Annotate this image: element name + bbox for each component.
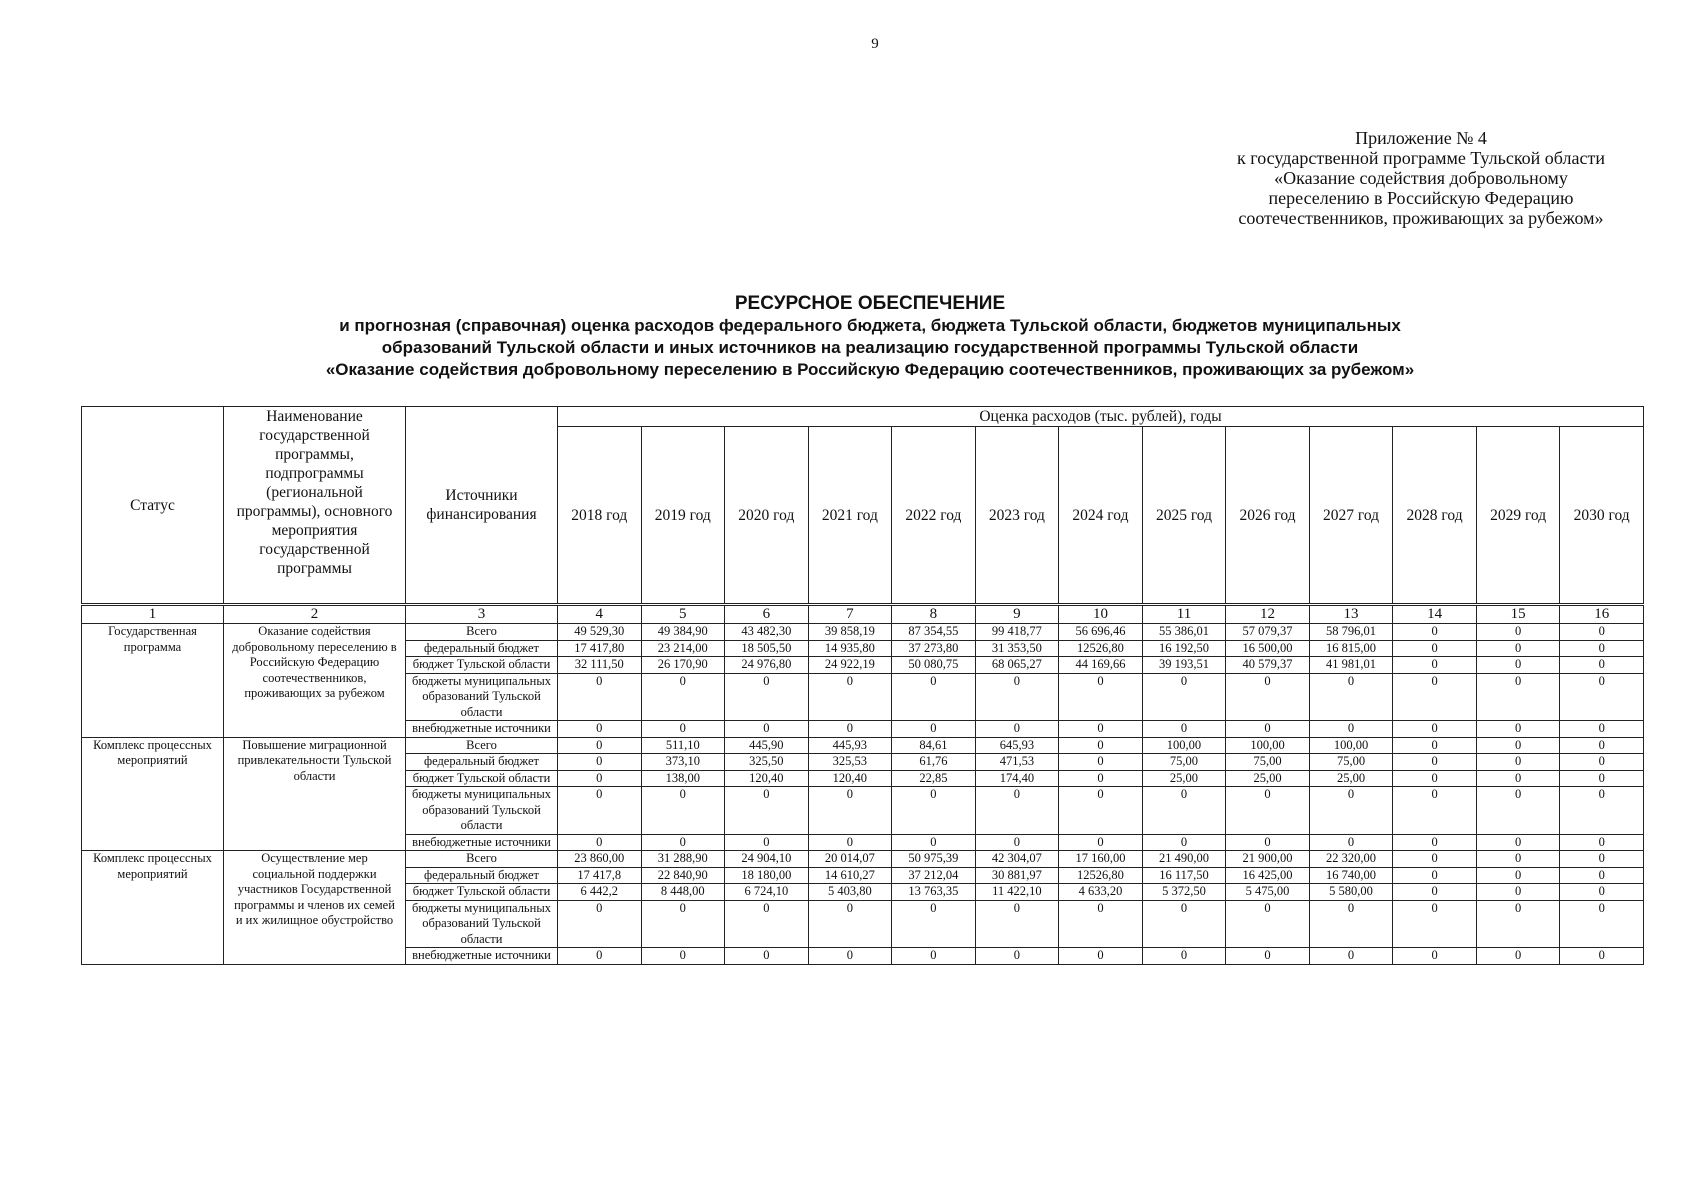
value-cell: 0 bbox=[1560, 834, 1644, 851]
funding-source-cell: внебюджетные источники bbox=[406, 721, 558, 738]
value-cell: 0 bbox=[1560, 721, 1644, 738]
table-row bbox=[82, 851, 1644, 868]
value-cell: 57 079,37 bbox=[1226, 624, 1310, 641]
funding-source-cell: Всего bbox=[406, 851, 558, 868]
value-cell: 0 bbox=[1393, 737, 1477, 754]
value-cell: 0 bbox=[1309, 787, 1393, 835]
value-cell: 37 212,04 bbox=[892, 867, 976, 884]
value-cell: 75,00 bbox=[1226, 754, 1310, 771]
value-cell: 18 180,00 bbox=[725, 867, 809, 884]
value-cell: 0 bbox=[1393, 851, 1477, 868]
value-cell: 0 bbox=[1560, 754, 1644, 771]
value-cell: 0 bbox=[1059, 737, 1143, 754]
value-cell: 445,90 bbox=[725, 737, 809, 754]
value-cell: 0 bbox=[1059, 770, 1143, 787]
value-cell: 39 193,51 bbox=[1142, 657, 1226, 674]
value-cell: 0 bbox=[1142, 948, 1226, 965]
value-cell: 100,00 bbox=[1226, 737, 1310, 754]
title-line: «Оказание содействия добровольному переселению в Российскую Федерацию соотечественников, проживающих за рубежом» bbox=[325, 360, 1415, 379]
status-cell: Комплекс процессных мероприятий bbox=[82, 851, 224, 965]
value-cell: 0 bbox=[1476, 948, 1560, 965]
value-cell: 24 976,80 bbox=[725, 657, 809, 674]
value-cell: 0 bbox=[725, 787, 809, 835]
value-cell: 0 bbox=[892, 834, 976, 851]
value-cell: 23 860,00 bbox=[558, 851, 642, 868]
funding-source-cell: федеральный бюджет bbox=[406, 640, 558, 657]
value-cell: 0 bbox=[975, 948, 1059, 965]
program-name-cell: Повышение миграционной привлекательности Тульской области bbox=[224, 737, 406, 851]
value-cell: 21 490,00 bbox=[1142, 851, 1226, 868]
value-cell: 0 bbox=[1560, 851, 1644, 868]
value-cell: 21 900,00 bbox=[1226, 851, 1310, 868]
year-header: 2018 год bbox=[558, 427, 642, 605]
value-cell: 471,53 bbox=[975, 754, 1059, 771]
value-cell: 0 bbox=[1059, 900, 1143, 948]
value-cell: 0 bbox=[1226, 721, 1310, 738]
column-number: 6 bbox=[725, 605, 809, 624]
value-cell: 0 bbox=[892, 948, 976, 965]
year-header: 2029 год bbox=[1476, 427, 1560, 605]
value-cell: 24 922,19 bbox=[808, 657, 892, 674]
value-cell: 325,53 bbox=[808, 754, 892, 771]
value-cell: 44 169,66 bbox=[1059, 657, 1143, 674]
value-cell: 0 bbox=[1226, 673, 1310, 721]
value-cell: 0 bbox=[1476, 624, 1560, 641]
value-cell: 120,40 bbox=[808, 770, 892, 787]
funding-source-cell: Всего bbox=[406, 624, 558, 641]
value-cell: 50 080,75 bbox=[892, 657, 976, 674]
value-cell: 0 bbox=[558, 834, 642, 851]
value-cell: 25,00 bbox=[1142, 770, 1226, 787]
appendix-line: «Оказание содействия добровольному bbox=[1274, 168, 1568, 188]
value-cell: 30 881,97 bbox=[975, 867, 1059, 884]
value-cell: 0 bbox=[1142, 834, 1226, 851]
value-cell: 0 bbox=[1226, 900, 1310, 948]
value-cell: 75,00 bbox=[1309, 754, 1393, 771]
value-cell: 49 384,90 bbox=[641, 624, 725, 641]
value-cell: 0 bbox=[1059, 948, 1143, 965]
value-cell: 0 bbox=[1142, 721, 1226, 738]
value-cell: 0 bbox=[1059, 673, 1143, 721]
page-number: 9 bbox=[871, 36, 879, 52]
value-cell: 23 214,00 bbox=[641, 640, 725, 657]
program-name-cell: Оказание содействия добровольному переселению в Российскую Федерацию соотечественников, проживающих за рубежом bbox=[224, 624, 406, 738]
value-cell: 0 bbox=[1393, 884, 1477, 901]
value-cell: 0 bbox=[1476, 867, 1560, 884]
value-cell: 0 bbox=[1560, 884, 1644, 901]
year-header: 2024 год bbox=[1059, 427, 1143, 605]
value-cell: 24 904,10 bbox=[725, 851, 809, 868]
value-cell: 11 422,10 bbox=[975, 884, 1059, 901]
value-cell: 0 bbox=[558, 948, 642, 965]
value-cell: 26 170,90 bbox=[641, 657, 725, 674]
value-cell: 0 bbox=[1476, 640, 1560, 657]
column-number: 12 bbox=[1226, 605, 1310, 624]
value-cell: 0 bbox=[725, 900, 809, 948]
column-number: 1 bbox=[82, 605, 224, 624]
year-header: 2030 год bbox=[1560, 427, 1644, 605]
value-cell: 0 bbox=[558, 787, 642, 835]
value-cell: 87 354,55 bbox=[892, 624, 976, 641]
value-cell: 0 bbox=[1560, 640, 1644, 657]
value-cell: 5 475,00 bbox=[1226, 884, 1310, 901]
value-cell: 0 bbox=[1393, 867, 1477, 884]
value-cell: 17 417,8 bbox=[558, 867, 642, 884]
value-cell: 0 bbox=[808, 721, 892, 738]
year-header: 2020 год bbox=[725, 427, 809, 605]
status-cell: Государственная программа bbox=[82, 624, 224, 738]
column-number: 4 bbox=[558, 605, 642, 624]
value-cell: 49 529,30 bbox=[558, 624, 642, 641]
header-name: Наименование государственной программы, подпрограммы (региональной программы), основного мероприятия государственной программы bbox=[224, 407, 406, 605]
value-cell: 0 bbox=[725, 948, 809, 965]
value-cell: 0 bbox=[641, 673, 725, 721]
appendix-line: к государственной программе Тульской области bbox=[1237, 148, 1605, 168]
title-main: РЕСУРСНОЕ ОБЕСПЕЧЕНИЕ bbox=[734, 293, 1006, 314]
value-cell: 17 160,00 bbox=[1059, 851, 1143, 868]
value-cell: 0 bbox=[808, 900, 892, 948]
value-cell: 16 117,50 bbox=[1142, 867, 1226, 884]
value-cell: 0 bbox=[1393, 787, 1477, 835]
value-cell: 0 bbox=[1476, 851, 1560, 868]
value-cell: 0 bbox=[1059, 754, 1143, 771]
title-line: образований Тульской области и иных источников на реализацию государственной программы Тульской области bbox=[381, 338, 1359, 357]
column-number: 2 bbox=[224, 605, 406, 624]
value-cell: 0 bbox=[558, 770, 642, 787]
value-cell: 58 796,01 bbox=[1309, 624, 1393, 641]
value-cell: 41 981,01 bbox=[1309, 657, 1393, 674]
value-cell: 16 425,00 bbox=[1226, 867, 1310, 884]
value-cell: 99 418,77 bbox=[975, 624, 1059, 641]
value-cell: 0 bbox=[892, 787, 976, 835]
appendix-line: Приложение № 4 bbox=[1355, 128, 1487, 148]
value-cell: 0 bbox=[1393, 754, 1477, 771]
value-cell: 0 bbox=[975, 721, 1059, 738]
value-cell: 6 442,2 bbox=[558, 884, 642, 901]
header-row bbox=[82, 407, 1644, 427]
value-cell: 6 724,10 bbox=[725, 884, 809, 901]
year-header: 2026 год bbox=[1226, 427, 1310, 605]
value-cell: 0 bbox=[558, 673, 642, 721]
column-number: 3 bbox=[406, 605, 558, 624]
title-line: и прогнозная (справочная) оценка расходов федерального бюджета, бюджета Тульской области, бюджетов муниципальных bbox=[339, 316, 1401, 335]
funding-source-cell: федеральный бюджет bbox=[406, 867, 558, 884]
value-cell: 16 815,00 bbox=[1309, 640, 1393, 657]
funding-source-cell: бюджеты муниципальных образований Тульской области bbox=[406, 673, 558, 721]
value-cell: 16 500,00 bbox=[1226, 640, 1310, 657]
value-cell: 373,10 bbox=[641, 754, 725, 771]
value-cell: 0 bbox=[1476, 770, 1560, 787]
value-cell: 25,00 bbox=[1309, 770, 1393, 787]
value-cell: 0 bbox=[1226, 787, 1310, 835]
value-cell: 100,00 bbox=[1309, 737, 1393, 754]
value-cell: 0 bbox=[725, 673, 809, 721]
value-cell: 0 bbox=[1560, 737, 1644, 754]
value-cell: 0 bbox=[1476, 900, 1560, 948]
value-cell: 13 763,35 bbox=[892, 884, 976, 901]
column-number: 7 bbox=[808, 605, 892, 624]
value-cell: 0 bbox=[1142, 900, 1226, 948]
funding-source-cell: бюджет Тульской области bbox=[406, 884, 558, 901]
header-status: Статус bbox=[82, 407, 224, 605]
value-cell: 0 bbox=[892, 721, 976, 738]
value-cell: 0 bbox=[1476, 884, 1560, 901]
value-cell: 0 bbox=[1476, 721, 1560, 738]
value-cell: 0 bbox=[558, 737, 642, 754]
year-header: 2025 год bbox=[1142, 427, 1226, 605]
header-source: Источники финансирования bbox=[406, 407, 558, 605]
value-cell: 12526,80 bbox=[1059, 867, 1143, 884]
value-cell: 40 579,37 bbox=[1226, 657, 1310, 674]
value-cell: 0 bbox=[641, 834, 725, 851]
table-row bbox=[82, 737, 1644, 754]
value-cell: 39 858,19 bbox=[808, 624, 892, 641]
value-cell: 511,10 bbox=[641, 737, 725, 754]
value-cell: 5 372,50 bbox=[1142, 884, 1226, 901]
value-cell: 0 bbox=[1142, 787, 1226, 835]
funding-source-cell: бюджет Тульской области bbox=[406, 770, 558, 787]
header-estimate: Оценка расходов (тыс. рублей), годы bbox=[558, 407, 1644, 427]
value-cell: 84,61 bbox=[892, 737, 976, 754]
year-header: 2023 год bbox=[975, 427, 1059, 605]
value-cell: 61,76 bbox=[892, 754, 976, 771]
column-number: 13 bbox=[1309, 605, 1393, 624]
value-cell: 37 273,80 bbox=[892, 640, 976, 657]
value-cell: 0 bbox=[1393, 948, 1477, 965]
value-cell: 32 111,50 bbox=[558, 657, 642, 674]
value-cell: 0 bbox=[558, 754, 642, 771]
value-cell: 0 bbox=[1059, 834, 1143, 851]
funding-source-cell: федеральный бюджет bbox=[406, 754, 558, 771]
value-cell: 0 bbox=[1476, 787, 1560, 835]
value-cell: 0 bbox=[1476, 673, 1560, 721]
funding-source-cell: бюджеты муниципальных образований Тульской области bbox=[406, 900, 558, 948]
status-cell: Комплекс процессных мероприятий bbox=[82, 737, 224, 851]
value-cell: 0 bbox=[1309, 834, 1393, 851]
value-cell: 174,40 bbox=[975, 770, 1059, 787]
column-number: 11 bbox=[1142, 605, 1226, 624]
value-cell: 0 bbox=[892, 900, 976, 948]
year-header: 2022 год bbox=[892, 427, 976, 605]
table-row bbox=[82, 624, 1644, 641]
value-cell: 5 580,00 bbox=[1309, 884, 1393, 901]
value-cell: 0 bbox=[1309, 721, 1393, 738]
value-cell: 138,00 bbox=[641, 770, 725, 787]
value-cell: 0 bbox=[1560, 948, 1644, 965]
value-cell: 68 065,27 bbox=[975, 657, 1059, 674]
value-cell: 0 bbox=[1476, 657, 1560, 674]
funding-source-cell: внебюджетные источники bbox=[406, 834, 558, 851]
value-cell: 0 bbox=[1393, 640, 1477, 657]
value-cell: 0 bbox=[1059, 721, 1143, 738]
value-cell: 22 840,90 bbox=[641, 867, 725, 884]
value-cell: 0 bbox=[1393, 900, 1477, 948]
resource-table bbox=[81, 406, 1644, 965]
value-cell: 18 505,50 bbox=[725, 640, 809, 657]
value-cell: 22,85 bbox=[892, 770, 976, 787]
column-number: 16 bbox=[1560, 605, 1644, 624]
value-cell: 0 bbox=[641, 900, 725, 948]
value-cell: 0 bbox=[641, 787, 725, 835]
value-cell: 0 bbox=[1393, 657, 1477, 674]
value-cell: 0 bbox=[1476, 737, 1560, 754]
column-number-row bbox=[82, 605, 1644, 624]
value-cell: 0 bbox=[1560, 867, 1644, 884]
value-cell: 0 bbox=[725, 834, 809, 851]
value-cell: 17 417,80 bbox=[558, 640, 642, 657]
value-cell: 0 bbox=[975, 787, 1059, 835]
value-cell: 0 bbox=[725, 721, 809, 738]
value-cell: 50 975,39 bbox=[892, 851, 976, 868]
value-cell: 0 bbox=[1142, 673, 1226, 721]
value-cell: 20 014,07 bbox=[808, 851, 892, 868]
value-cell: 0 bbox=[558, 900, 642, 948]
column-number: 15 bbox=[1476, 605, 1560, 624]
value-cell: 8 448,00 bbox=[641, 884, 725, 901]
year-header: 2028 год bbox=[1393, 427, 1477, 605]
value-cell: 100,00 bbox=[1142, 737, 1226, 754]
value-cell: 0 bbox=[892, 673, 976, 721]
value-cell: 0 bbox=[975, 900, 1059, 948]
year-header: 2027 год bbox=[1309, 427, 1393, 605]
value-cell: 0 bbox=[1309, 948, 1393, 965]
value-cell: 31 353,50 bbox=[975, 640, 1059, 657]
value-cell: 445,93 bbox=[808, 737, 892, 754]
value-cell: 0 bbox=[1560, 770, 1644, 787]
value-cell: 0 bbox=[1393, 673, 1477, 721]
value-cell: 55 386,01 bbox=[1142, 624, 1226, 641]
value-cell: 0 bbox=[808, 948, 892, 965]
value-cell: 0 bbox=[1560, 787, 1644, 835]
appendix-note bbox=[1181, 128, 1661, 228]
value-cell: 0 bbox=[1059, 787, 1143, 835]
column-number: 14 bbox=[1393, 605, 1477, 624]
funding-source-cell: бюджеты муниципальных образований Тульской области bbox=[406, 787, 558, 835]
value-cell: 0 bbox=[558, 721, 642, 738]
value-cell: 0 bbox=[1309, 673, 1393, 721]
value-cell: 14 610,27 bbox=[808, 867, 892, 884]
value-cell: 645,93 bbox=[975, 737, 1059, 754]
appendix-line: соотечественников, проживающих за рубежом» bbox=[1238, 208, 1604, 228]
value-cell: 0 bbox=[1560, 673, 1644, 721]
value-cell: 22 320,00 bbox=[1309, 851, 1393, 868]
value-cell: 0 bbox=[1393, 624, 1477, 641]
value-cell: 14 935,80 bbox=[808, 640, 892, 657]
value-cell: 43 482,30 bbox=[725, 624, 809, 641]
value-cell: 0 bbox=[1393, 721, 1477, 738]
value-cell: 0 bbox=[808, 834, 892, 851]
value-cell: 325,50 bbox=[725, 754, 809, 771]
value-cell: 0 bbox=[975, 834, 1059, 851]
value-cell: 0 bbox=[1226, 948, 1310, 965]
value-cell: 0 bbox=[1309, 900, 1393, 948]
funding-source-cell: внебюджетные источники bbox=[406, 948, 558, 965]
value-cell: 0 bbox=[808, 673, 892, 721]
column-number: 5 bbox=[641, 605, 725, 624]
column-number: 8 bbox=[892, 605, 976, 624]
value-cell: 75,00 bbox=[1142, 754, 1226, 771]
funding-source-cell: бюджет Тульской области bbox=[406, 657, 558, 674]
value-cell: 0 bbox=[975, 673, 1059, 721]
column-number: 9 bbox=[975, 605, 1059, 624]
value-cell: 0 bbox=[641, 721, 725, 738]
value-cell: 0 bbox=[808, 787, 892, 835]
document-title bbox=[80, 292, 1660, 381]
value-cell: 5 403,80 bbox=[808, 884, 892, 901]
value-cell: 12526,80 bbox=[1059, 640, 1143, 657]
value-cell: 0 bbox=[1476, 834, 1560, 851]
value-cell: 56 696,46 bbox=[1059, 624, 1143, 641]
value-cell: 0 bbox=[1393, 770, 1477, 787]
value-cell: 25,00 bbox=[1226, 770, 1310, 787]
value-cell: 120,40 bbox=[725, 770, 809, 787]
year-header: 2021 год bbox=[808, 427, 892, 605]
value-cell: 0 bbox=[1393, 834, 1477, 851]
value-cell: 16 740,00 bbox=[1309, 867, 1393, 884]
value-cell: 0 bbox=[1560, 900, 1644, 948]
value-cell: 0 bbox=[1476, 754, 1560, 771]
column-number: 10 bbox=[1059, 605, 1143, 624]
value-cell: 31 288,90 bbox=[641, 851, 725, 868]
program-name-cell: Осуществление мер социальной поддержки участников Государственной программы и членов их семей и их жилищное обустройство bbox=[224, 851, 406, 965]
year-header: 2019 год bbox=[641, 427, 725, 605]
value-cell: 16 192,50 bbox=[1142, 640, 1226, 657]
value-cell: 0 bbox=[1560, 657, 1644, 674]
value-cell: 4 633,20 bbox=[1059, 884, 1143, 901]
value-cell: 42 304,07 bbox=[975, 851, 1059, 868]
value-cell: 0 bbox=[641, 948, 725, 965]
value-cell: 0 bbox=[1560, 624, 1644, 641]
value-cell: 0 bbox=[1226, 834, 1310, 851]
funding-source-cell: Всего bbox=[406, 737, 558, 754]
appendix-line: переселению в Российскую Федерацию bbox=[1268, 188, 1574, 208]
